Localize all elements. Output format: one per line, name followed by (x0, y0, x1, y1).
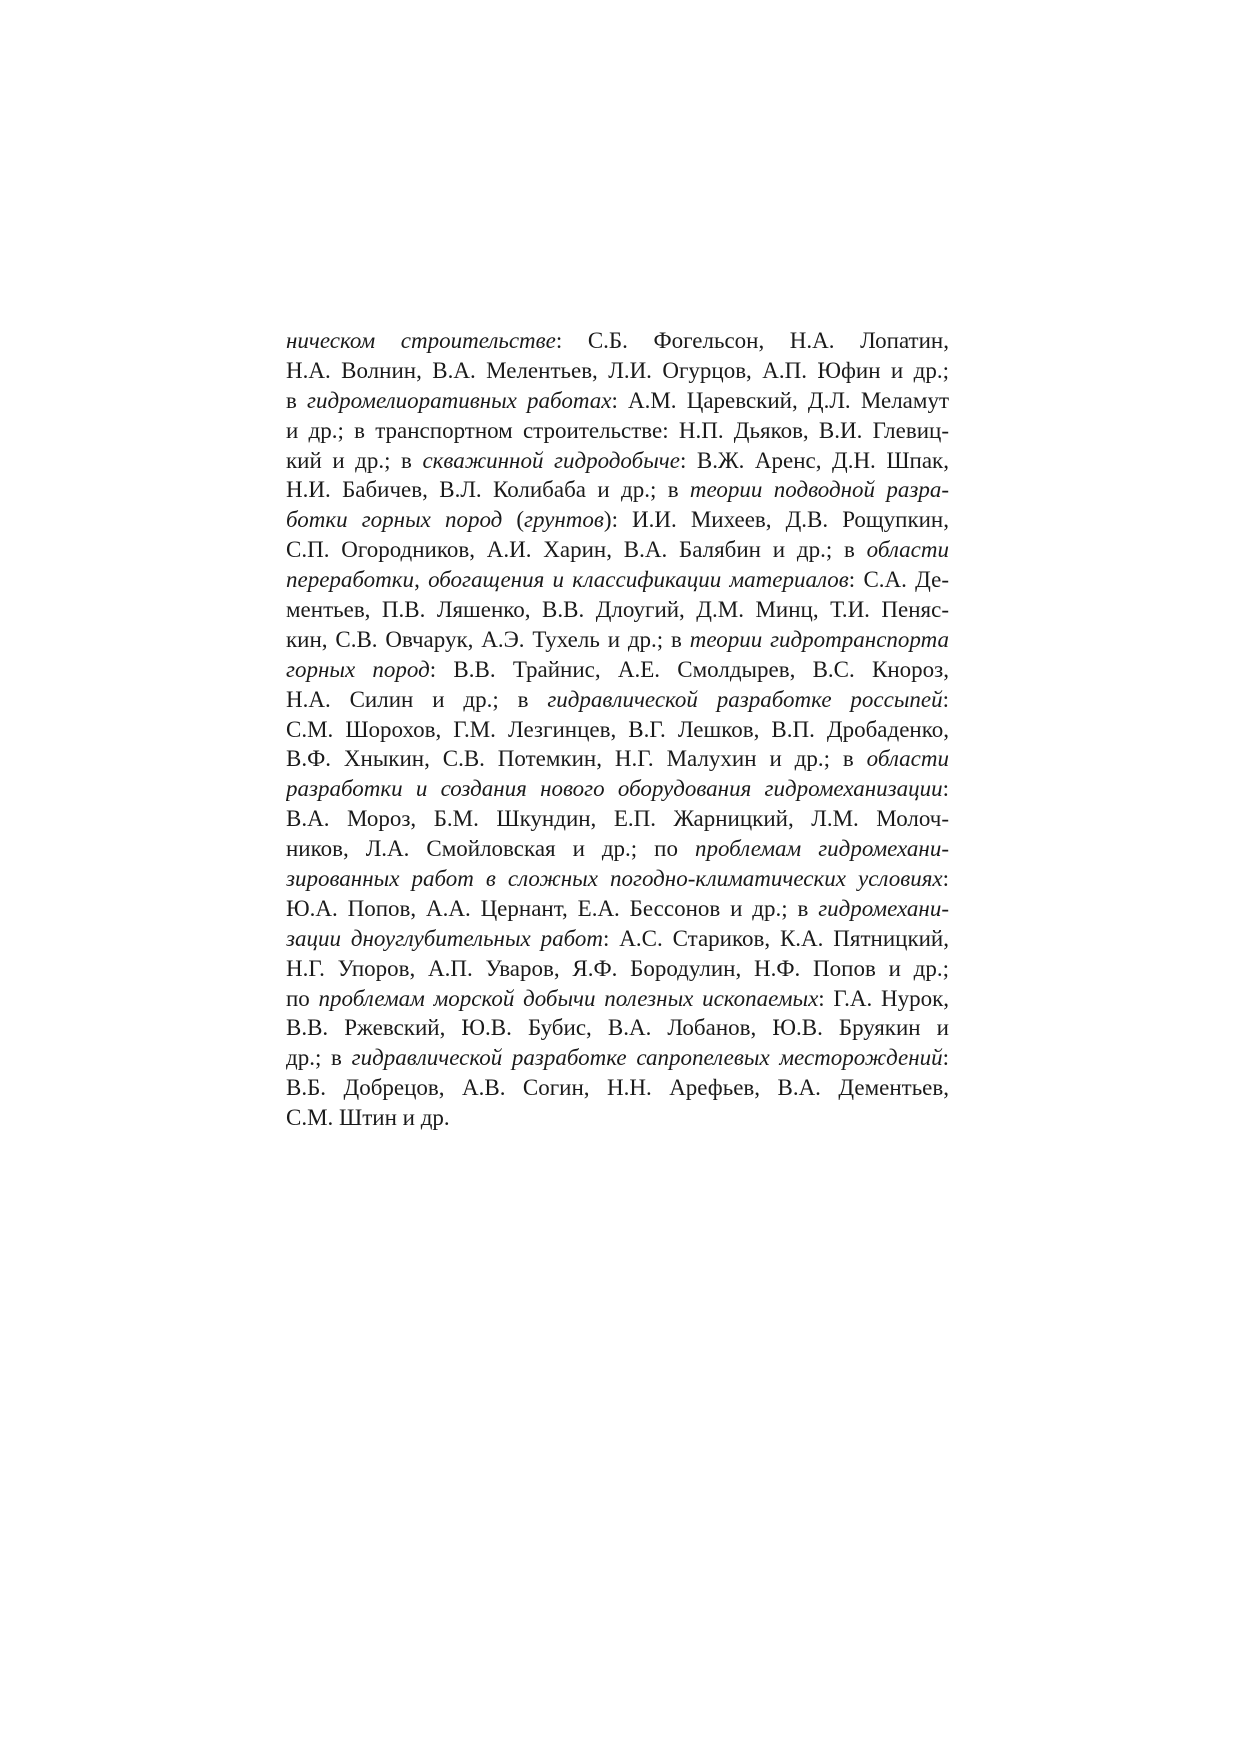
text-line (286, 446, 949, 476)
text-line (286, 984, 949, 1014)
italic-text-run: гидромехани- (818, 895, 949, 921)
text-run: С.М. Штин и др. (286, 1105, 450, 1131)
text-line (286, 535, 949, 565)
text-line (286, 924, 949, 954)
italic-text-run: теории гидротранспорта (689, 626, 949, 652)
italic-text-run: переработки (286, 567, 415, 593)
text-run: С.М. Шорохов, Г.М. Лезгинцев, В.Г. Лешков, В.П. Дробаденко, (286, 716, 949, 742)
text-run: Н.И. Бабичев, В.Л. Колибаба и др.; в (286, 477, 690, 503)
italic-text-run: ническом строительстве (286, 328, 556, 353)
text-line (286, 834, 949, 864)
text-run: ): И.И. Михеев, Д.В. Рощупкин, (603, 507, 949, 533)
text-line (286, 1073, 949, 1103)
text-run: : С.А. Де- (848, 567, 949, 593)
text-run: ментьев, П.В. Ляшенко, В.В. Длоугий, Д.М. Минц, Т.И. Пеняс- (286, 597, 949, 623)
body-text (286, 326, 949, 1133)
italic-text-run: зации дноуглубительных работ (286, 925, 603, 951)
italic-text-run: области (866, 746, 949, 772)
text-run: : В.Ж. Аренс, Д.Н. Шпак, (679, 447, 949, 473)
text-line (286, 894, 949, 924)
italic-text-run: проблемам гидромехани- (694, 836, 949, 862)
text-line (286, 864, 949, 894)
text-line (286, 655, 949, 685)
text-run: : (942, 776, 949, 802)
italic-text-run: грунтов (524, 507, 604, 533)
text-run: ников, Л.А. Смойловская и др.; по (286, 836, 695, 862)
text-run: в (286, 387, 308, 413)
text-run: др.; в (286, 1045, 352, 1071)
text-line (286, 505, 949, 535)
italic-text-run: горных пород (286, 656, 430, 682)
text-run: кин, С.В. Овчарук, А.Э. Тухель и др.; в (286, 626, 690, 652)
italic-text-run: гидравлической разработке сапропелевых месторождений (351, 1045, 943, 1071)
text-line (286, 1103, 949, 1133)
text-run: по (286, 985, 319, 1011)
text-line (286, 386, 949, 416)
italic-text-run: обогащения и классификации материалов (428, 567, 849, 593)
italic-text-run: ботки горных пород (286, 507, 503, 533)
italic-text-run: проблемам морской добычи полезных ископаемых (318, 985, 819, 1011)
italic-text-run: разработки и создания нового оборудования гидромеханизации (286, 776, 943, 802)
text-run: : А.М. Царевский, Д.Л. Меламут (611, 387, 949, 413)
text-run: С.П. Огородников, А.И. Харин, В.А. Балябин и др.; в (286, 537, 867, 563)
text-run: , (414, 567, 429, 593)
text-run: В.Ф. Хныкин, С.В. Потемкин, Н.Г. Малухин и др.; в (286, 746, 867, 772)
italic-text-run: скважинной гидродобыче (422, 447, 680, 473)
text-run: Н.Г. Упоров, А.П. Уваров, Я.Ф. Бородулин, Н.Ф. Попов и др.; (286, 955, 949, 981)
text-run: ( (502, 507, 525, 533)
text-run: кий и др.; в (286, 447, 423, 473)
text-line (286, 326, 949, 356)
text-run: и др.; в транспортном строительстве: Н.П. Дьяков, В.И. Глевиц- (286, 417, 949, 443)
text-line (286, 715, 949, 745)
text-run: : В.В. Трайнис, А.Е. Смолдырев, В.С. Кнороз, (429, 656, 949, 682)
text-line (286, 774, 949, 804)
text-line (286, 416, 949, 446)
italic-text-run: зированных работ в сложных погодно-климатических условиях (286, 866, 943, 892)
text-run: : Г.А. Нурок, (818, 985, 949, 1011)
text-line (286, 595, 949, 625)
text-run: Н.А. Волнин, В.А. Мелентьев, Л.И. Огурцов, А.П. Юфин и др.; (286, 357, 949, 383)
text-line (286, 356, 949, 386)
text-run: : А.С. Стариков, К.А. Пятницкий, (603, 925, 949, 951)
text-run: В.Б. Добрецов, А.В. Согин, Н.Н. Арефьев, В.А. Дементьев, (286, 1075, 949, 1101)
text-line (286, 625, 949, 655)
text-line (286, 1013, 949, 1043)
text-line (286, 1043, 949, 1073)
italic-text-run: гидромелиоративных работах (307, 387, 612, 413)
text-run: : (942, 686, 949, 712)
text-run: Н.А. Силин и др.; в (286, 686, 548, 712)
text-run: В.В. Ржевский, Ю.В. Бубис, В.А. Лобанов, Ю.В. Бруякин и (286, 1015, 949, 1041)
text-line (286, 475, 949, 505)
text-line (286, 954, 949, 984)
text-run: В.А. Мороз, Б.М. Шкундин, Е.П. Жарницкий, Л.М. Молоч- (286, 806, 949, 832)
text-line (286, 744, 949, 774)
text-line (286, 565, 949, 595)
text-line (286, 685, 949, 715)
italic-text-run: области (866, 537, 949, 563)
text-line (286, 804, 949, 834)
italic-text-run: теории подводной разра- (689, 477, 949, 503)
italic-text-run: гидравлической разработке россыпей (547, 686, 943, 712)
text-run: : (942, 1045, 949, 1071)
text-run: Ю.А. Попов, А.А. Цернант, Е.А. Бессонов и др.; в (286, 895, 819, 921)
text-run: : С.Б. Фогельсон, Н.А. Лопатин, (555, 328, 949, 353)
text-run: : (942, 866, 949, 892)
